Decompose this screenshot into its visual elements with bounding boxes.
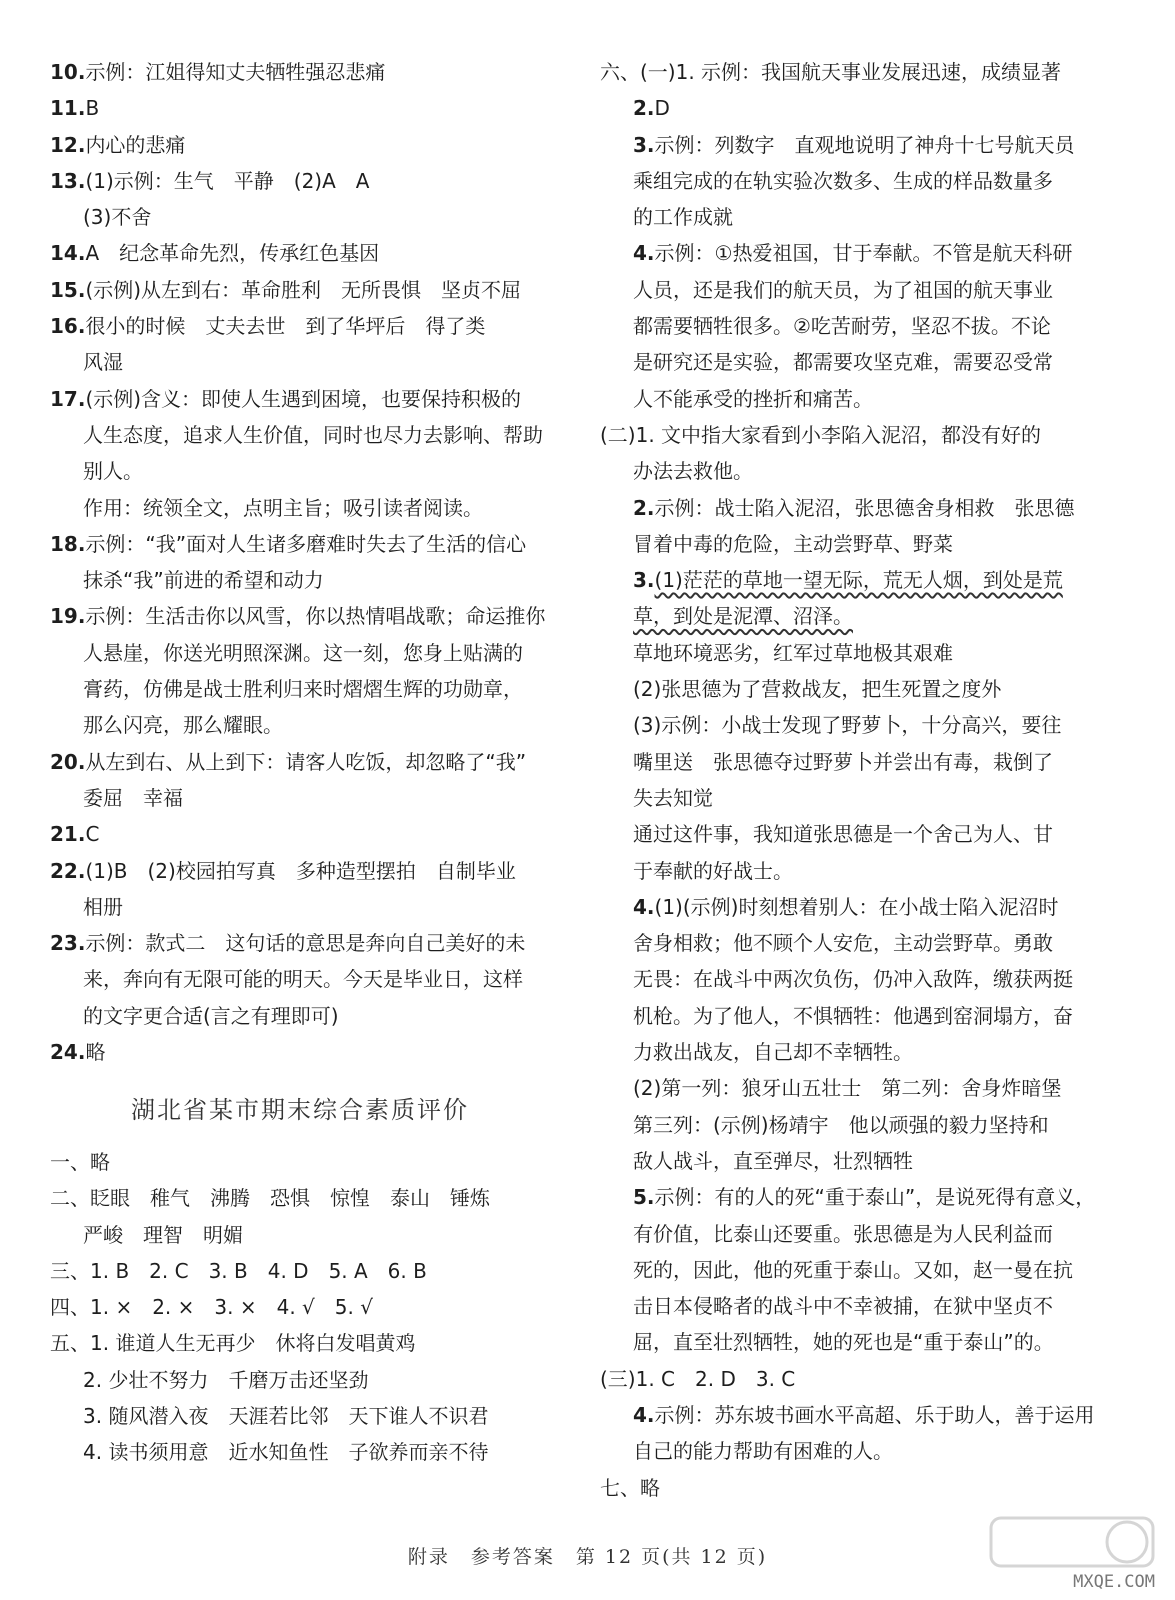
answer-text: B — [85, 96, 100, 121]
answer-line — [50, 1253, 550, 1289]
answer-text: 人不能承受的挫折和痛苦。 — [633, 386, 873, 411]
answer-line — [600, 780, 1100, 816]
question-number: 16. — [50, 314, 86, 339]
answer-line — [50, 1217, 550, 1253]
answer-line — [50, 1144, 550, 1180]
question-number: 17. — [50, 386, 86, 411]
answer-text: 示例：江姐得知丈夫牺牲强忍悲痛 — [85, 60, 386, 84]
answer-text: 的文字更合适(言之有理即可) — [83, 1003, 339, 1028]
answer-text: 示例：生活击你以风雪，你以热情唱战歌；命运推你 — [85, 604, 546, 629]
answer-line — [50, 163, 550, 199]
answer-line — [600, 199, 1100, 235]
answer-text: 力救出战友，自己却不幸牺牲。 — [633, 1040, 913, 1065]
question-number: 4. — [633, 241, 655, 266]
answer-text: 很小的时候 丈夫去世 到了华坪后 得了类 — [85, 314, 486, 339]
answer-line — [600, 1470, 1100, 1506]
answer-line — [50, 1034, 550, 1070]
answer-line — [50, 961, 550, 997]
question-number: 22. — [50, 858, 86, 883]
answer-text: D — [654, 96, 670, 121]
answer-line — [600, 417, 1100, 453]
answer-text: 相册 — [83, 894, 123, 919]
answer-text: 草地环境恶劣，红军过草地极其艰难 — [633, 640, 953, 665]
answer-line — [50, 889, 550, 925]
answer-text: 七、略 — [600, 1475, 660, 1500]
answer-line — [50, 671, 550, 707]
question-number: 2. — [633, 495, 655, 520]
answer-text: 三、1. B 2. C 3. B 4. D 5. A 6. B — [50, 1258, 427, 1283]
answer-text: 委屈 幸福 — [83, 785, 183, 810]
answer-line — [600, 853, 1100, 889]
answer-text: 示例：列数字 直观地说明了神舟十七号航天员 — [654, 132, 1075, 157]
answer-text: (3)示例：小战士发现了野萝卜，十分高兴，要往 — [633, 713, 1062, 738]
answer-text: (3)不舍 — [83, 205, 152, 230]
answer-line — [50, 90, 550, 126]
answer-text: 嘴里送 张思德夺过野萝卜并尝出有毒，栽倒了 — [633, 749, 1053, 774]
answer-text: (1)(示例)时刻想着别人：在小战士陷入泥沼时 — [654, 894, 1059, 919]
answer-text: (三)1. C 2. D 3. C — [600, 1366, 796, 1391]
answer-line — [50, 1289, 550, 1325]
answer-text: 略 — [85, 1040, 106, 1065]
answer-line — [50, 235, 550, 271]
answer-text: 示例：①热爱祖国，甘于奉献。不管是航天科研 — [654, 241, 1073, 266]
answer-text: 有价值，比泰山还要重。张思德是为人民利益而 — [633, 1221, 1053, 1246]
answer-text: 严峻 理智 明媚 — [83, 1222, 243, 1247]
answer-text: (示例)从左到右：革命胜利 无所畏惧 坚贞不屈 — [85, 277, 522, 302]
answer-line — [50, 1325, 550, 1361]
answer-line — [50, 562, 550, 598]
answer-line — [600, 816, 1100, 852]
answer-line — [50, 925, 550, 961]
question-number: 14. — [50, 241, 86, 266]
answer-text: 那么闪亮，那么耀眼。 — [83, 713, 283, 738]
answer-text: 膏药，仿佛是战士胜利归来时熠熠生辉的功勋章， — [83, 677, 523, 702]
answer-text: 示例：款式二 这句话的意思是奔向自己美好的未 — [85, 931, 526, 956]
answer-line — [600, 1143, 1100, 1179]
answer-text: 示例：苏东坡书画水平高超、乐于助人，善于运用 — [654, 1402, 1095, 1427]
answer-line — [600, 1324, 1100, 1360]
question-number: 12. — [50, 132, 86, 157]
answer-line — [600, 1397, 1100, 1433]
answer-line — [600, 1179, 1100, 1215]
answer-line — [600, 163, 1100, 199]
answer-text: 抹杀“我”前进的希望和动力 — [83, 568, 324, 593]
question-number: 4. — [633, 1402, 655, 1427]
answer-line — [50, 453, 550, 489]
answer-text: 人员，还是我们的航天员，为了祖国的航天事业 — [633, 277, 1053, 302]
answer-line — [600, 344, 1100, 380]
answer-text: 第三列：(示例)杨靖宇 他以顽强的毅力坚持和 — [633, 1112, 1049, 1137]
answer-line — [600, 998, 1100, 1034]
question-number: 19. — [50, 604, 86, 629]
answer-text: 2. 少壮不努力 千磨万击还坚劲 — [83, 1367, 369, 1392]
answer-text: 风湿 — [83, 350, 123, 375]
answer-text: 敌人战斗，直至弹尽，壮烈牺牲 — [633, 1148, 913, 1173]
answer-line — [600, 889, 1100, 925]
answer-text: 别人。 — [83, 459, 143, 484]
answer-text: 草，到处是泥潭、沼泽。 — [633, 604, 853, 629]
question-number: 18. — [50, 531, 86, 556]
answer-text: (二)1. 文中指大家看到小李陷入泥沼，都没有好的 — [600, 422, 1042, 447]
answer-line — [50, 490, 550, 526]
question-number: 10. — [50, 60, 86, 84]
answer-line — [600, 707, 1100, 743]
answer-text: (1)B (2)校园拍写真 多种造型摆拍 自制毕业 — [85, 858, 516, 883]
answer-line — [50, 1398, 550, 1434]
answer-line — [600, 1288, 1100, 1324]
answer-line — [600, 635, 1100, 671]
answer-text: 都需要牺牲很多。②吃苦耐劳，坚忍不拔。不论 — [633, 314, 1051, 339]
answer-text: 4. 读书须用意 近水知鱼性 子欲养而亲不待 — [83, 1440, 489, 1465]
answer-line — [600, 562, 1100, 598]
answer-text: 机枪。为了他人，不惧牺牲：他遇到窑洞塌方，奋 — [633, 1003, 1073, 1028]
question-number: 15. — [50, 277, 86, 302]
answer-text: (2)张思德为了营救战友，把生死置之度外 — [633, 677, 1002, 702]
question-number: 5. — [633, 1185, 655, 1210]
answer-text: 一、略 — [50, 1150, 110, 1174]
answer-line — [600, 453, 1100, 489]
answer-line — [600, 598, 1100, 634]
answer-line — [600, 272, 1100, 308]
question-number: 3. — [633, 568, 655, 593]
section-title: 湖北省某市期末综合素质评价 — [131, 1096, 469, 1124]
answer-line — [50, 272, 550, 308]
answer-text: 击日本侵略者的战斗中不幸被捕，在狱中坚贞不 — [633, 1294, 1053, 1319]
answer-line — [50, 707, 550, 743]
answer-line — [50, 1362, 550, 1398]
right-column — [600, 54, 1100, 1506]
answer-line — [50, 853, 550, 889]
answer-text: A 纪念革命先烈，传承红色基因 — [85, 241, 380, 266]
answer-line — [50, 1434, 550, 1470]
answer-line — [600, 54, 1100, 90]
answer-text: 作用：统领全文，点明主旨；吸引读者阅读。 — [83, 495, 483, 520]
answer-text: 六、(一)1. 示例：我国航天事业发展迅速，成绩显著 — [600, 60, 1062, 84]
question-number: 4. — [633, 894, 655, 919]
answer-line — [50, 127, 550, 163]
answer-line — [600, 961, 1100, 997]
answer-text: 无畏：在战斗中两次负伤，仍冲入敌阵，缴获两挺 — [633, 967, 1073, 992]
question-number: 23. — [50, 931, 86, 956]
answer-line — [600, 1433, 1100, 1469]
answer-text: 办法去救他。 — [633, 459, 753, 484]
answer-line — [50, 744, 550, 780]
question-number: 13. — [50, 168, 86, 193]
answer-line — [50, 344, 550, 380]
answer-line — [600, 490, 1100, 526]
answer-line — [50, 816, 550, 852]
answer-text: 二、眨眼 稚气 沸腾 恐惧 惊惶 泰山 锤炼 — [50, 1186, 490, 1211]
answer-line — [50, 381, 550, 417]
answer-text: 通过这件事，我知道张思德是一个舍己为人、甘 — [633, 822, 1053, 847]
answer-text: 从左到右、从上到下：请客人吃饭，却忽略了“我” — [85, 749, 527, 774]
answer-text: 屈，直至壮烈牺牲，她的死也是“重于泰山”的。 — [633, 1330, 1054, 1355]
question-number: 11. — [50, 96, 86, 121]
answer-line — [600, 308, 1100, 344]
answer-text: 自己的能力帮助有困难的人。 — [633, 1439, 893, 1464]
answer-text: 示例：“我”面对人生诸多磨难时失去了生活的信心 — [85, 531, 527, 556]
answer-line — [50, 1180, 550, 1216]
answer-line — [50, 635, 550, 671]
answer-text: 四、1. × 2. × 3. × 4. √ 5. √ — [50, 1295, 373, 1320]
page-footer: 附录 参考答案 第 12 页(共 12 页) — [407, 1546, 768, 1568]
answer-text: (1)示例：生气 平静 (2)A A — [85, 168, 370, 193]
answer-line — [600, 127, 1100, 163]
answer-text: (1)茫茫的草地一望无际，荒无人烟，到处是荒 — [654, 568, 1063, 593]
answer-line — [50, 308, 550, 344]
answer-text: 示例：战士陷入泥沼，张思德舍身相救 张思德 — [654, 495, 1075, 520]
answer-text: 失去知觉 — [633, 785, 713, 810]
answer-text: (示例)含义：即使人生遇到困境，也要保持积极的 — [85, 386, 522, 411]
left-column-part2 — [50, 1144, 550, 1471]
answer-line — [600, 1070, 1100, 1106]
answer-text: 内心的悲痛 — [85, 132, 186, 157]
watermark-text: MXQE.COM — [1073, 1572, 1155, 1592]
answer-line — [600, 1216, 1100, 1252]
answer-line — [50, 199, 550, 235]
answer-line — [50, 598, 550, 634]
answer-text: 冒着中毒的危险，主动尝野草、野菜 — [633, 531, 953, 556]
answer-line — [600, 1361, 1100, 1397]
question-number: 20. — [50, 749, 86, 774]
question-number: 2. — [633, 96, 655, 121]
answer-line — [50, 417, 550, 453]
answer-line — [50, 998, 550, 1034]
answer-text: (2)第一列：狼牙山五壮士 第二列：舍身炸暗堡 — [633, 1076, 1062, 1101]
answer-text: 是研究还是实验，都需要攻坚克难，需要忍受常 — [633, 350, 1053, 375]
answer-text: 示例：有的人的死“重于泰山”，是说死得有意义， — [654, 1185, 1096, 1210]
answer-text: C — [85, 822, 100, 847]
answer-line — [50, 780, 550, 816]
answer-line — [600, 235, 1100, 271]
answer-text: 3. 随风潜入夜 天涯若比邻 天下谁人不识君 — [83, 1404, 489, 1429]
answer-line — [600, 1107, 1100, 1143]
answer-text: 于奉献的好战士。 — [633, 858, 793, 883]
answer-line — [600, 381, 1100, 417]
answer-line — [50, 526, 550, 562]
answer-text: 人悬崖，你送光明照深渊。这一刻，您身上贴满的 — [83, 640, 523, 665]
question-number: 3. — [633, 132, 655, 157]
answer-line — [600, 526, 1100, 562]
answer-text: 人生态度，追求人生价值，同时也尽力去影响、帮助 — [83, 422, 543, 447]
answer-line — [600, 671, 1100, 707]
answer-text: 乘组完成的在轨实验次数多、生成的样品数量多 — [633, 168, 1053, 193]
answer-text: 五、1. 谁道人生无再少 休将白发唱黄鸡 — [50, 1331, 416, 1356]
question-number: 21. — [50, 822, 86, 847]
left-column — [50, 54, 550, 1070]
answer-line — [600, 1252, 1100, 1288]
answer-line — [600, 90, 1100, 126]
answer-text: 来，奔向有无限可能的明天。今天是毕业日，这样 — [83, 967, 523, 992]
answer-text: 的工作成就 — [633, 205, 733, 230]
answer-text: 死的，因此，他的死重于泰山。又如，赵一曼在抗 — [633, 1257, 1073, 1282]
answer-line — [600, 744, 1100, 780]
answer-line — [600, 925, 1100, 961]
answer-text: 舍身相救；他不顾个人安危，主动尝野草。勇敢 — [633, 931, 1053, 956]
answer-line — [50, 54, 550, 90]
answer-line — [600, 1034, 1100, 1070]
question-number: 24. — [50, 1040, 86, 1065]
